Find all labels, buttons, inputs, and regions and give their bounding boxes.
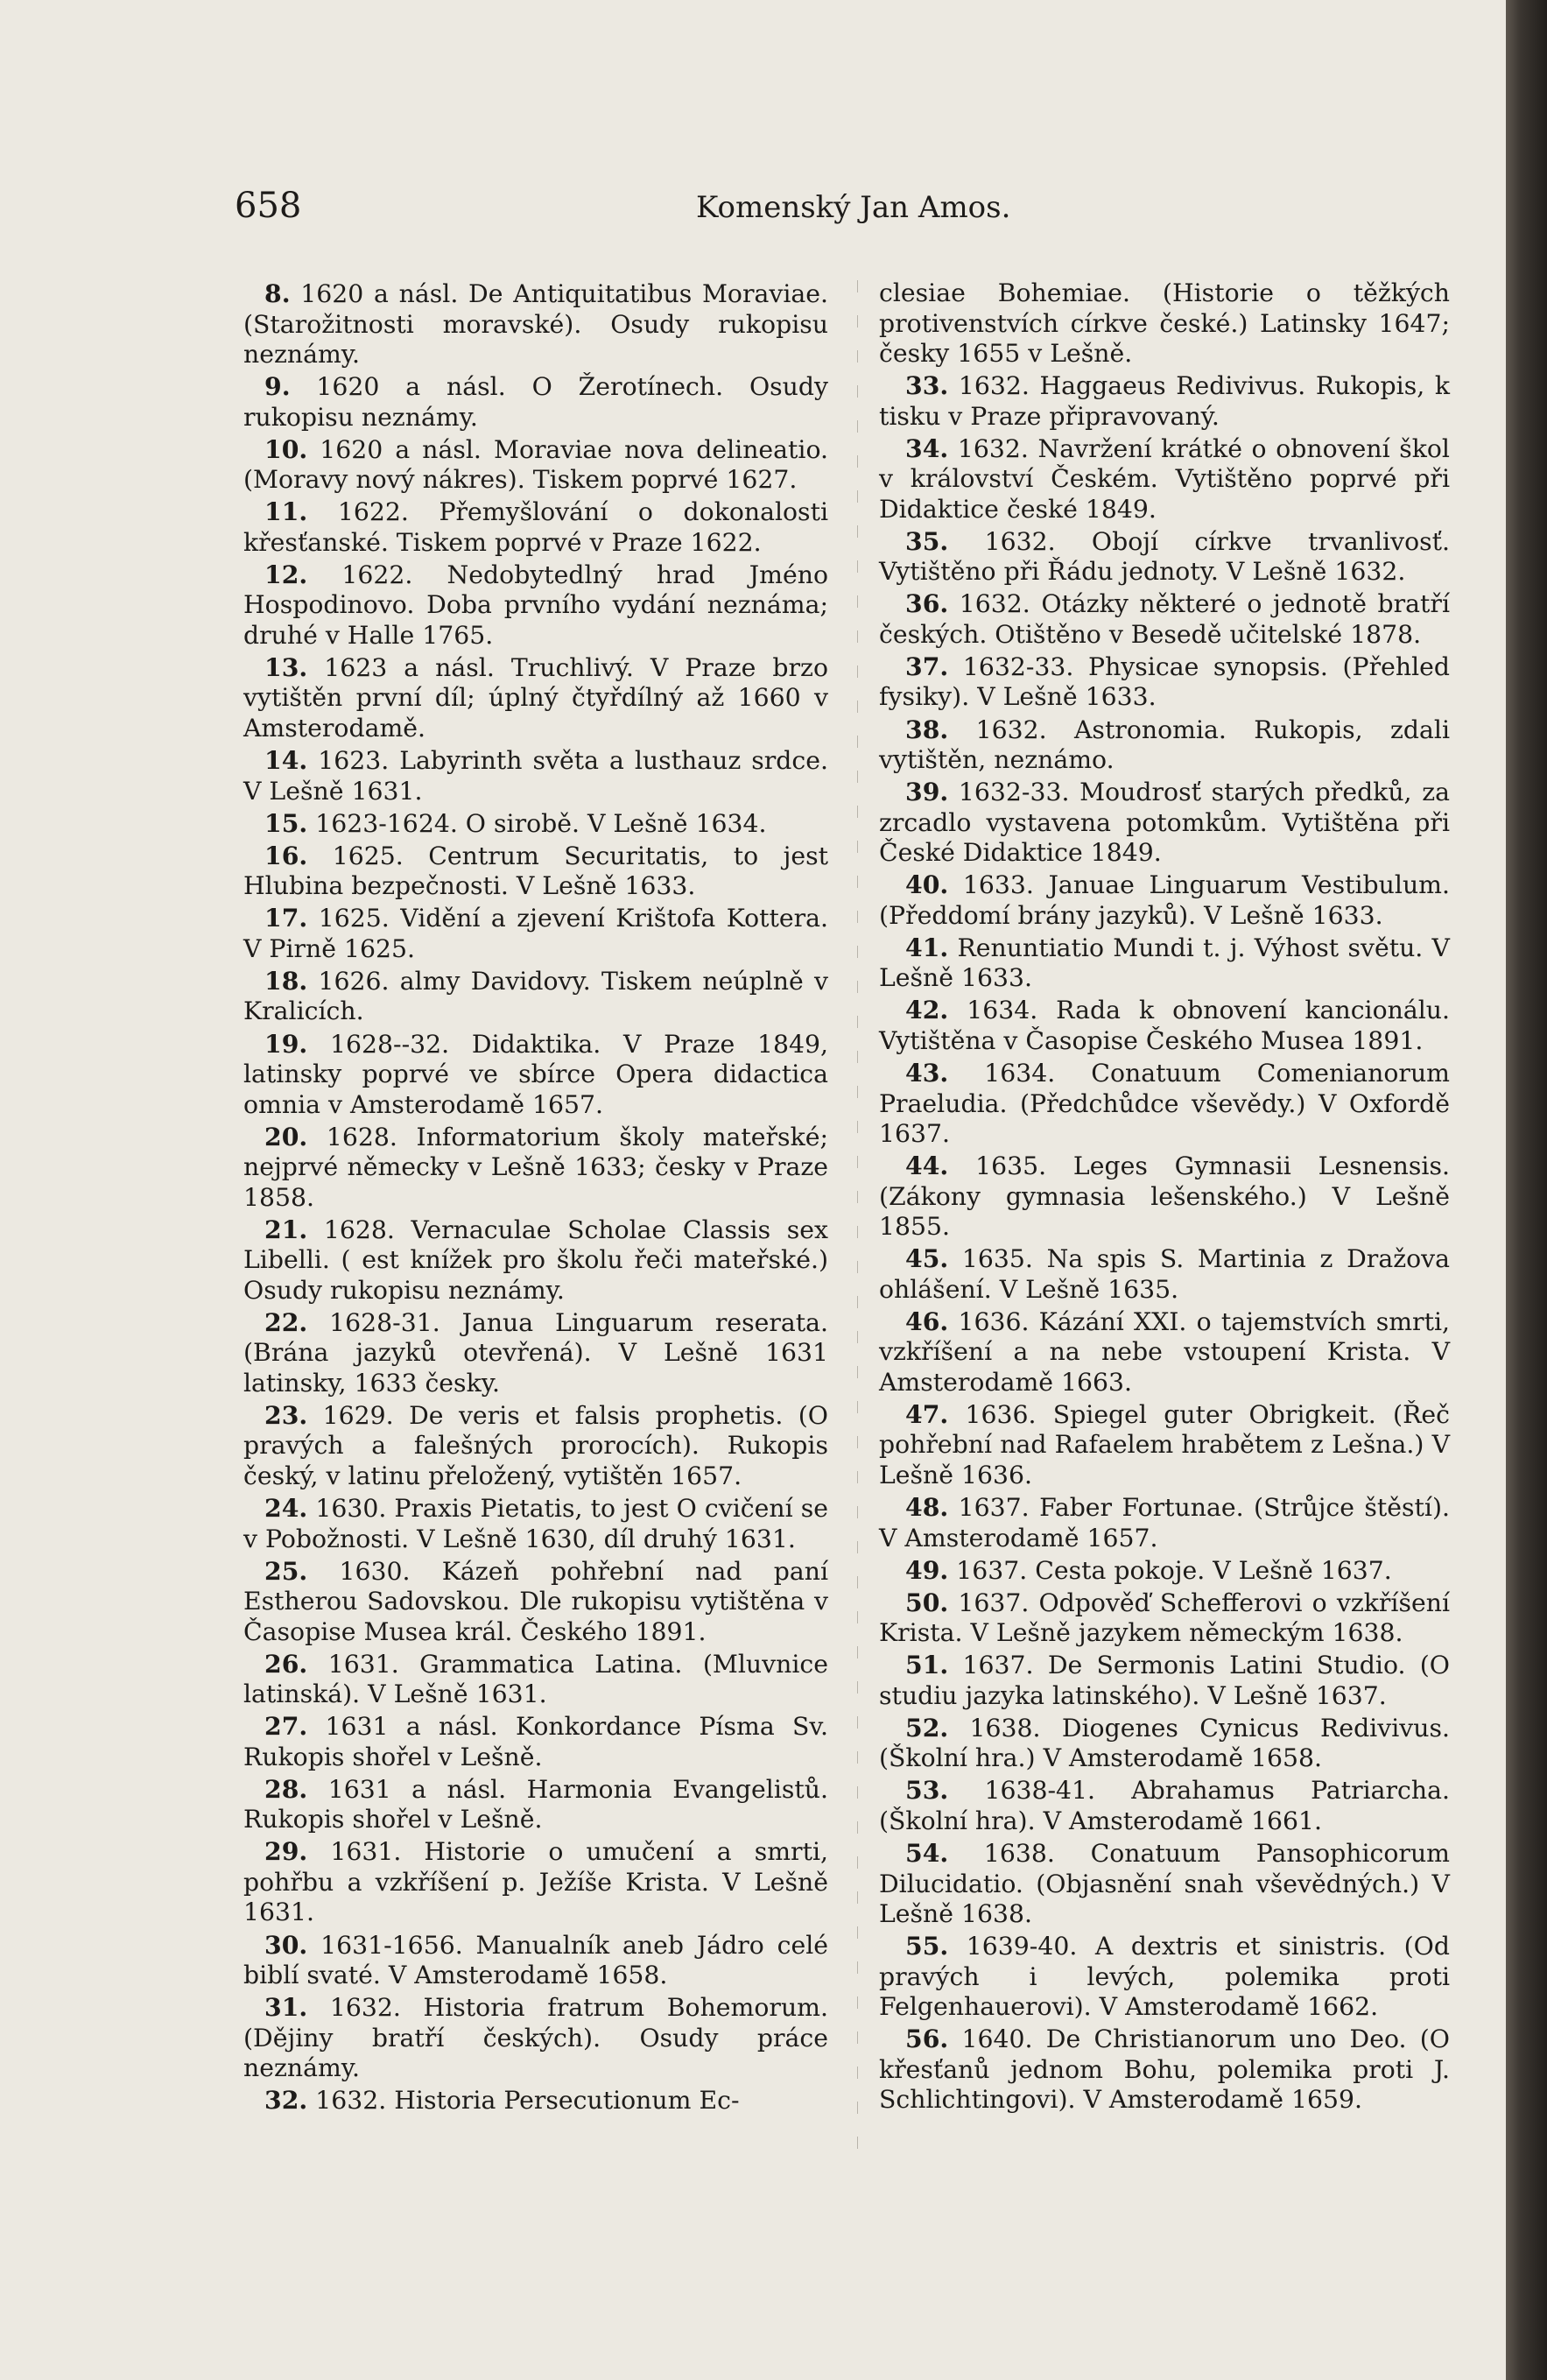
entry-number: 50.	[905, 1587, 949, 1617]
entry-text: 1636. Spiegel guter Obrigkeit. (Řeč pohřební nad Rafaelem hrabětem z Lešna.) V Lešně 1636.	[879, 1399, 1450, 1489]
entry-text: 1634. Conatuum Comenianorum Praeludia. (Předchůdce vševědy.) V Oxfordě 1637.	[879, 1059, 1451, 1149]
entry-number: 46.	[905, 1306, 949, 1336]
bibliography-entry	[243, 1029, 828, 1121]
bibliography-entry	[879, 2024, 1450, 2116]
bibliography-entry	[879, 433, 1450, 525]
entry-text: 1639-40. A dextris et sinistris. (Od pravých i levých, polemika proti Felgenhauerovi). V Amsterodamě 1662.	[879, 1932, 1450, 2022]
entry-number: 36.	[905, 588, 949, 619]
entry-text: 1631 a násl. Konkordance Písma Sv. Rukopis shořel v Lešně.	[243, 1712, 828, 1771]
bibliography-entry	[879, 1775, 1450, 1836]
entry-text: 1622. Nedobytedlný hrad Jméno Hospodinovo. Doba prvního vydání neznáma; druhé v Halle 1765.	[243, 560, 828, 650]
bibliography-entry	[879, 933, 1450, 994]
entry-number: 32.	[264, 2085, 308, 2116]
entry-number: 45.	[905, 1243, 949, 1274]
bibliography-entry	[879, 1555, 1450, 1587]
entry-text: 1632. Astronomia. Rukopis, zdali vytištěn, neznámo.	[879, 715, 1450, 775]
bibliography-entry	[243, 841, 828, 902]
entry-number: 33.	[905, 370, 949, 401]
entry-text: clesiae Bohemiae. (Historie o těžkých protivenstvích církve české.) Latinsky 1647; česky 1655 v Lešně.	[879, 278, 1450, 368]
entry-text: 1626. almy Davidovy. Tiskem neúplně v Kralicích.	[243, 966, 828, 1026]
bibliography-entry	[243, 652, 828, 744]
bibliography-entry	[879, 995, 1450, 1056]
entry-number: 53.	[905, 1775, 949, 1806]
bibliography-entry	[243, 966, 828, 1027]
entry-number: 23.	[264, 1399, 308, 1430]
entry-text: 1636. Kázání XXI. o tajemstvích smrti, vzkříšení a na nebe vstoupení Krista. V Amsterodamě 1663.	[879, 1306, 1450, 1397]
entry-text: 1628-31. Janua Linguarum reserata. (Brána jazyků otevřená). V Lešně 1631 latinsky, 1633 česky.	[243, 1307, 828, 1398]
entry-text: 1632. Navržení krátké o obnovení škol v království Českém. Vytištěno poprvé při Didaktice české 1849.	[879, 433, 1450, 524]
bibliography-entry	[243, 560, 828, 651]
entry-text: 1620 a násl. De Antiquitatibus Moraviae. (Starožitnosti moravské). Osudy rukopisu neznámy.	[243, 279, 829, 369]
entry-number: 13.	[264, 651, 308, 682]
bibliography-entry	[879, 1650, 1450, 1711]
bibliography-entry	[243, 371, 828, 433]
bibliography-entry	[879, 1399, 1450, 1491]
entry-text: 1625. Centrum Securitatis, to jest Hlubina bezpečnosti. V Lešně 1633.	[243, 841, 828, 901]
entry-text: 1630. Kázeň pohřební nad paní Estherou Sadovskou. Dle rukopisu vytištěna v Časopise Musea král. Českého 1891.	[243, 1556, 828, 1646]
entry-text: 1638. Diogenes Cynicus Redivivus. (Školní hra.) V Amsterodamě 1658.	[879, 1713, 1450, 1773]
bibliography-entry	[879, 1588, 1450, 1649]
entry-text: 1632. Obojí církve trvanlivosť. Vytištěno při Řádu jednoty. V Lešně 1632.	[879, 526, 1450, 587]
entry-number: 37.	[905, 651, 949, 681]
entry-text: 1637. Cesta pokoje. V Lešně 1637.	[956, 1555, 1392, 1585]
entry-number: 17.	[264, 903, 308, 933]
entry-text: 1631 a násl. Harmonia Evangelistů. Rukopis shořel v Lešně.	[243, 1774, 828, 1834]
entry-number: 54.	[905, 1838, 949, 1869]
bibliography-entry	[879, 1492, 1450, 1553]
entry-number: 38.	[905, 714, 949, 744]
entry-text: 1635. Na spis S. Martinia z Dražova ohlášení. V Lešně 1635.	[879, 1244, 1450, 1304]
entry-number: 10.	[264, 433, 308, 464]
entry-number: 27.	[264, 1711, 308, 1742]
entry-text: 1625. Vidění a zjevení Krištofa Kottera. V Pirně 1625.	[243, 904, 828, 963]
bibliography-entry	[243, 496, 828, 558]
bibliography-entry	[243, 278, 828, 370]
entry-text: 1637. De Sermonis Latini Studio. (O studiu jazyka latinského). V Lešně 1637.	[879, 1651, 1451, 1710]
entry-number: 24.	[264, 1493, 308, 1523]
bibliography-entry	[879, 651, 1450, 713]
entry-number: 20.	[264, 1121, 308, 1151]
bibliography-entry	[243, 1774, 828, 1835]
entry-number: 43.	[905, 1058, 949, 1088]
bibliography-entry	[243, 903, 828, 964]
bibliography-entry	[243, 1930, 828, 1991]
entry-text: 1623-1624. O sirobě. V Lešně 1634.	[315, 808, 767, 838]
entry-number: 21.	[264, 1214, 308, 1244]
running-title: Komenský Jan Amos.	[696, 190, 1011, 225]
entry-text: 1632. Historia Persecutionum Ec-	[315, 2086, 740, 2116]
page-header	[0, 182, 1506, 235]
entry-text: 1638. Conatuum Pansophicorum Dilucidatio. (Objasnění snah vševědných.) V Lešně 1638.	[879, 1839, 1450, 1929]
left-column	[243, 278, 828, 2117]
bibliography-entry	[879, 1931, 1450, 2023]
bibliography-entry	[243, 1493, 828, 1554]
entry-number: 52.	[905, 1712, 949, 1743]
entry-number: 8.	[264, 278, 291, 308]
entry-number: 19.	[264, 1028, 308, 1059]
bibliography-entry	[879, 715, 1450, 776]
entry-number: 29.	[264, 1836, 308, 1867]
entry-number: 44.	[905, 1151, 949, 1181]
bibliography-entry	[879, 1838, 1450, 1930]
entry-number: 42.	[905, 995, 949, 1025]
bibliography-entry	[243, 1992, 828, 2084]
entry-number: 35.	[905, 525, 949, 556]
entry-text: 1637. Faber Fortunae. (Strůjce štěstí). V Amsterodamě 1657.	[879, 1493, 1450, 1553]
entry-number: 34.	[905, 433, 949, 463]
bibliography-entry	[243, 1649, 828, 1710]
entry-number: 28.	[264, 1773, 308, 1804]
entry-number: 16.	[264, 840, 308, 870]
entry-text: 1622. Přemyšlování o dokonalosti křesťanské. Tiskem poprvé v Praze 1622.	[243, 497, 829, 557]
entry-number: 15.	[264, 807, 308, 838]
bibliography-entry	[243, 1556, 828, 1648]
entry-text: 1628. Vernaculae Scholae Classis sex Libelli. ( est knížek pro školu řeči mateřské.) Osudy rukopisu neznámy.	[243, 1215, 828, 1305]
entry-text: 1631-1656. Manualník aneb Jádro celé biblí svaté. V Amsterodamě 1658.	[243, 1930, 829, 1990]
entry-number: 11.	[264, 496, 308, 527]
entry-text: 1640. De Christianorum uno Deo. (O křesťanů jednom Bohu, polemika proti J. Schlichtingovi). V Amsterodamě 1659.	[879, 2024, 1451, 2115]
entry-text: 1632. Historia fratrum Bohemorum. (Dějiny bratří českých). Osudy práce neznámy.	[243, 1993, 829, 2083]
entry-number: 22.	[264, 1306, 308, 1337]
entry-number: 48.	[905, 1492, 949, 1522]
entry-number: 25.	[264, 1555, 308, 1586]
entry-number: 51.	[905, 1650, 949, 1680]
entry-text: 1632-33. Physicae synopsis. (Přehled fysiky). V Lešně 1633.	[879, 651, 1450, 712]
entry-text: 1637. Odpověď Schefferovi o vzkříšení Krista. V Lešně jazykem německým 1638.	[879, 1588, 1450, 1648]
entry-number: 31.	[264, 1992, 308, 2023]
entry-text: 1635. Leges Gymnasii Lesnensis. (Zákony gymnasia lešenského.) V Lešně 1855.	[879, 1151, 1450, 1242]
entry-number: 47.	[905, 1398, 949, 1429]
bibliography-entry	[243, 1400, 828, 1492]
bibliography-entry	[879, 777, 1450, 869]
entry-text: 1634. Rada k obnovení kancionálu. Vytištěna v Časopise Českého Musea 1891.	[879, 996, 1450, 1055]
entry-number: 39.	[905, 777, 949, 807]
entry-text: 1628. Informatorium školy mateřské; nejprvé německy v Lešně 1633; česky v Praze 1858.	[243, 1122, 828, 1212]
entry-text: 1633. Januae Linguarum Vestibulum. (Předdomí brány jazyků). V Lešně 1633.	[879, 870, 1450, 930]
bibliography-entry	[243, 1122, 828, 1214]
entry-number: 49.	[905, 1554, 949, 1585]
bibliography-entry	[879, 588, 1450, 650]
entry-number: 18.	[264, 965, 308, 996]
entry-text: 1628--32. Didaktika. V Praze 1849, latinsky poprvé ve sbírce Opera didactica omnia v Amsterodamě 1657.	[243, 1029, 829, 1119]
entry-number: 55.	[905, 1931, 949, 1961]
entry-number: 26.	[264, 1648, 308, 1679]
entry-text: 1630. Praxis Pietatis, to jest O cvičení se v Pobožnosti. V Lešně 1630, díl druhý 1631.	[243, 1494, 828, 1553]
bibliography-entry	[243, 1215, 828, 1306]
entry-text: 1632-33. Moudrosť starých předků, za zrcadlo vystavena potomkům. Vytištěna při České Didaktice 1849.	[879, 778, 1450, 868]
column-divider	[857, 280, 858, 2163]
entry-text: 1631. Grammatica Latina. (Mluvnice latinská). V Lešně 1631.	[243, 1649, 829, 1709]
entry-number: 41.	[905, 932, 949, 962]
bibliography-entry	[879, 1306, 1450, 1398]
bibliography-entry	[879, 1151, 1450, 1243]
bibliography-entry	[879, 1713, 1450, 1774]
bibliography-entry	[243, 2085, 828, 2116]
bibliography-entry	[879, 1243, 1450, 1305]
entry-text: 1632. Haggaeus Redivivus. Rukopis, k tisku v Praze připravovaný.	[879, 371, 1450, 431]
entry-number: 40.	[905, 870, 949, 900]
page-number: 658	[235, 186, 302, 226]
entry-text: 1632. Otázky některé o jednotě bratří českých. Otištěno v Besedě učitelské 1878.	[879, 589, 1450, 649]
entry-text: 1638-41. Abrahamus Patriarcha. (Školní hra). V Amsterodamě 1661.	[879, 1776, 1450, 1835]
bibliography-entry	[879, 278, 1450, 370]
entry-text: 1623 a násl. Truchlivý. V Praze brzo vytištěn první díl; úplný čtyřdílný až 1660 v Amsterodamě.	[243, 652, 828, 743]
entry-text: 1620 a násl. O Žerotínech. Osudy rukopisu neznámy.	[243, 372, 828, 432]
bibliography-entry	[243, 1711, 828, 1772]
bibliography-entry	[243, 434, 828, 496]
bibliography-entry	[243, 745, 828, 806]
bibliography-entry	[879, 370, 1450, 432]
page-edge-shadow	[1506, 0, 1547, 2380]
entry-number: 56.	[905, 2024, 949, 2054]
entry-text: 1631. Historie o umučení a smrti, pohřbu a vzkříšení p. Ježíše Krista. V Lešně 1631.	[243, 1837, 828, 1927]
right-column	[879, 278, 1450, 2116]
entry-text: 1620 a násl. Moraviae nova delineatio. (Moravy nový nákres). Tiskem poprvé 1627.	[243, 434, 828, 495]
entry-text: 1629. De veris et falsis prophetis. (O pravých a falešných prorocích). Rukopis český, v latinu přeložený, vytištěn 1657.	[243, 1400, 828, 1490]
bibliography-entry	[879, 870, 1450, 931]
bibliography-entry	[243, 1307, 828, 1399]
bibliography-entry	[243, 1836, 828, 1928]
bibliography-entry	[879, 1058, 1450, 1150]
entry-number: 9.	[264, 371, 291, 402]
entry-text: Renuntiatio Mundi t. j. Výhost světu. V Lešně 1633.	[879, 933, 1450, 993]
bibliography-entry	[243, 808, 828, 840]
entry-number: 14.	[264, 745, 308, 776]
entry-text: 1623. Labyrinth světa a lusthauz srdce. V Lešně 1631.	[243, 746, 828, 806]
bibliography-entry	[879, 526, 1450, 588]
entry-number: 30.	[264, 1929, 308, 1960]
entry-number: 12.	[264, 559, 308, 589]
